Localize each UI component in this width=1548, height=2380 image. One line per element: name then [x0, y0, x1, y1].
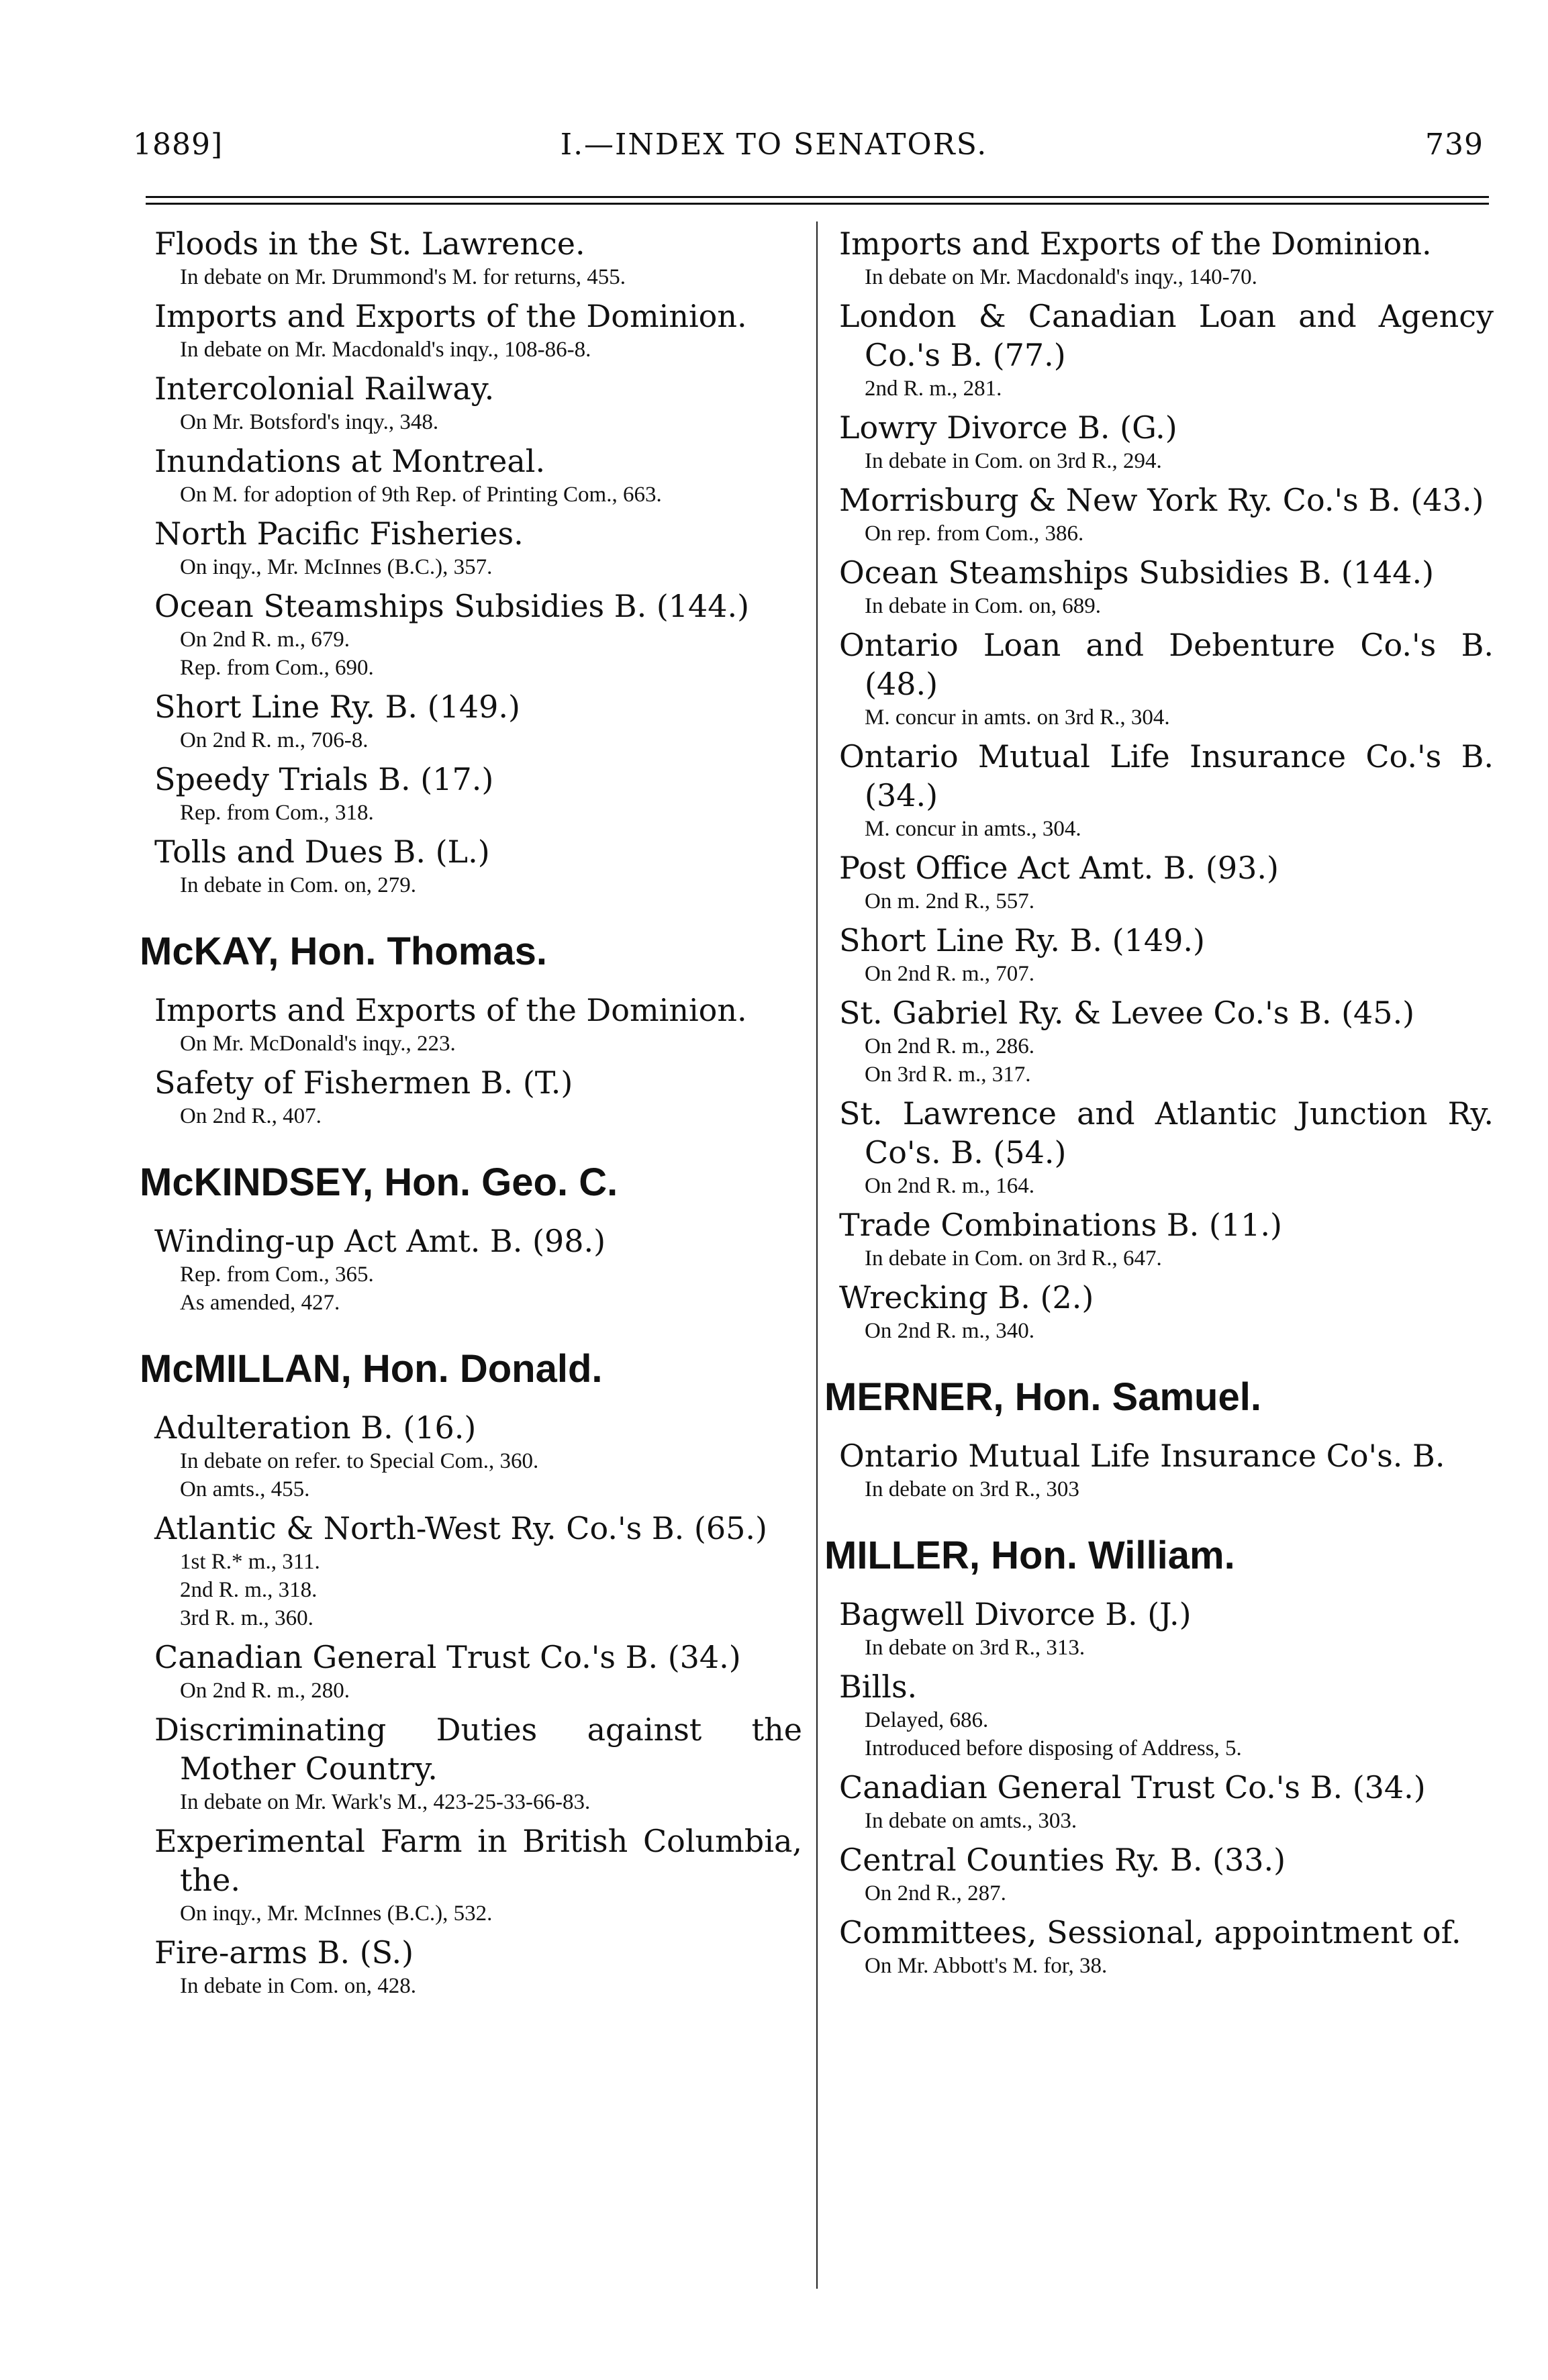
index-entry [839, 1667, 1494, 1763]
index-entry [154, 1063, 802, 1130]
entry-reference: Introduced before disposing of Address, 5. [865, 1736, 1242, 1761]
senator-name: McKAY, Hon. Thomas. [140, 930, 547, 973]
index-entry [154, 760, 802, 827]
header-year: 1889] [133, 128, 224, 162]
entry-reference: On 2nd R. m., 707. [865, 962, 1035, 986]
entry-reference: In debate in Com. on, 428. [180, 1974, 416, 1998]
entry-reference: As amended, 427. [180, 1291, 340, 1315]
entry-reference: On Mr. Botsford's inqy., 348. [180, 410, 439, 434]
entry-title: Short Line Ry. B. (149.) [154, 689, 520, 725]
entry-title: Bills. [839, 1669, 918, 1705]
senator-name: MILLER, Hon. William. [824, 1534, 1235, 1577]
entry-title: Experimental Farm in British Columbia, the. [154, 1823, 802, 1898]
index-entry [839, 921, 1494, 988]
index-entry [154, 991, 802, 1058]
entry-reference: Rep. from Com., 318. [180, 801, 374, 825]
entry-reference: 1st R.* m., 311. [180, 1550, 320, 1574]
entry-title: Winding-up Act Amt. B. (98.) [154, 1223, 606, 1259]
entry-reference: In debate on 3rd R., 313. [865, 1636, 1085, 1660]
entry-reference: In debate in Com. on, 279. [180, 873, 416, 897]
entry-title: Tolls and Dues B. (L.) [154, 834, 490, 870]
entry-reference: In debate on amts., 303. [865, 1809, 1077, 1833]
entry-reference: On 2nd R., 407. [180, 1104, 322, 1128]
entry-reference: On 2nd R., 287. [865, 1881, 1006, 1905]
index-entry [839, 626, 1494, 732]
index-entry [154, 1408, 802, 1503]
entry-reference: On 2nd R. m., 280. [180, 1679, 350, 1703]
entry-reference: On M. for adoption of 9th Rep. of Printing Com., 663. [180, 483, 662, 507]
entry-reference: In debate on Mr. Drummond's M. for returns, 455. [180, 265, 626, 289]
entry-title: Canadian General Trust Co.'s B. (34.) [154, 1639, 741, 1675]
index-entry [154, 687, 802, 754]
entry-reference: On inqy., Mr. McInnes (B.C.), 532. [180, 1901, 493, 1926]
left-column [140, 224, 802, 2005]
index-entry [154, 1822, 802, 1928]
index-entry [154, 369, 802, 436]
index-entry [839, 993, 1494, 1089]
index-entry [839, 1436, 1494, 1503]
entry-title: Lowry Divorce B. (G.) [839, 409, 1177, 446]
entry-reference: On amts., 455. [180, 1477, 310, 1501]
index-entry [154, 297, 802, 364]
senator-name: MERNER, Hon. Samuel. [824, 1375, 1261, 1419]
page-header [0, 0, 1548, 201]
entry-reference: In debate on refer. to Special Com., 360. [180, 1449, 539, 1473]
index-entry [839, 481, 1494, 548]
index-entry [154, 1710, 802, 1816]
index-entry [154, 1222, 802, 1317]
header-rule-top [146, 196, 1489, 198]
entry-reference: On 2nd R. m., 164. [865, 1174, 1035, 1198]
index-entry [839, 408, 1494, 475]
entry-reference: On inqy., Mr. McInnes (B.C.), 357. [180, 555, 493, 579]
entry-title: Intercolonial Railway. [154, 370, 495, 407]
column-divider [816, 221, 818, 2289]
entry-title: Bagwell Divorce B. (J.) [839, 1596, 1192, 1632]
entry-title: Atlantic & North-West Ry. Co.'s B. (65.) [154, 1510, 767, 1546]
entry-reference: In debate on 3rd R., 303 [865, 1477, 1079, 1501]
entry-reference: On 3rd R. m., 317. [865, 1062, 1031, 1087]
senator-name: McMILLAN, Hon. Donald. [140, 1347, 603, 1391]
entry-title: Wrecking B. (2.) [839, 1279, 1094, 1316]
index-entry [839, 1840, 1494, 1907]
entry-reference: In debate in Com. on 3rd R., 294. [865, 449, 1162, 473]
entry-title: Canadian General Trust Co.'s B. (34.) [839, 1769, 1426, 1805]
index-entry [154, 587, 802, 682]
entry-title: Inundations at Montreal. [154, 443, 546, 479]
index-entry [839, 297, 1494, 403]
entry-title: Central Counties Ry. B. (33.) [839, 1842, 1286, 1878]
entry-title: Ocean Steamships Subsidies B. (144.) [839, 554, 1435, 591]
index-entry [839, 1768, 1494, 1835]
entry-title: Ontario Mutual Life Insurance Co.'s B. (34.) [839, 738, 1494, 813]
entry-reference: 3rd R. m., 360. [180, 1606, 313, 1630]
index-entry [839, 848, 1494, 915]
entry-reference: 2nd R. m., 318. [180, 1578, 318, 1602]
index-entry [154, 1933, 802, 2000]
index-entry [839, 1278, 1494, 1345]
index-entry [154, 1638, 802, 1705]
index-entry [154, 832, 802, 899]
page-number: 739 [1425, 128, 1484, 162]
index-entry [154, 1509, 802, 1632]
entry-reference: M. concur in amts., 304. [865, 817, 1081, 841]
entry-title: Floods in the St. Lawrence. [154, 226, 585, 262]
entry-reference: Rep. from Com., 690. [180, 656, 374, 680]
entry-reference: Rep. from Com., 365. [180, 1262, 374, 1287]
index-entry [839, 1094, 1494, 1200]
entry-title: Imports and Exports of the Dominion. [839, 226, 1432, 262]
header-rule-bottom [146, 203, 1489, 205]
entry-reference: On rep. from Com., 386. [865, 522, 1084, 546]
entry-title: Imports and Exports of the Dominion. [154, 992, 747, 1028]
entry-reference: In debate on Mr. Macdonald's inqy., 140-70. [865, 265, 1257, 289]
entry-reference: M. concur in amts. on 3rd R., 304. [865, 705, 1170, 730]
entry-title: North Pacific Fisheries. [154, 515, 524, 552]
index-entry [839, 224, 1494, 291]
entry-title: St. Gabriel Ry. & Levee Co.'s B. (45.) [839, 995, 1415, 1031]
entry-title: Fire-arms B. (S.) [154, 1934, 414, 1971]
entry-title: Ontario Loan and Debenture Co.'s B. (48.) [839, 627, 1494, 702]
entry-title: Trade Combinations B. (11.) [839, 1207, 1282, 1243]
entry-title: Ontario Mutual Life Insurance Co's. B. [839, 1438, 1445, 1474]
index-entry [154, 514, 802, 581]
entry-title: Discriminating Duties against the Mother Country. [154, 1712, 802, 1787]
entry-reference: Delayed, 686. [865, 1708, 989, 1732]
entry-title: Ocean Steamships Subsidies B. (144.) [154, 588, 750, 624]
entry-reference: On 2nd R. m., 286. [865, 1034, 1035, 1058]
index-entry [154, 224, 802, 291]
index-entry [839, 1913, 1494, 1980]
index-entry [839, 1205, 1494, 1273]
entry-reference: On 2nd R. m., 679. [180, 628, 350, 652]
entry-reference: On 2nd R. m., 706-8. [180, 728, 369, 752]
index-entry [839, 1595, 1494, 1662]
entry-reference: In debate on Mr. Wark's M., 423-25-33-66-83. [180, 1790, 591, 1814]
entry-title: London & Canadian Loan and Agency Co.'s B. (77.) [839, 298, 1494, 373]
entry-title: Short Line Ry. B. (149.) [839, 922, 1205, 958]
entry-reference: On Mr. McDonald's inqy., 223. [180, 1032, 456, 1056]
entry-reference: In debate on Mr. Macdonald's inqy., 108-86-8. [180, 338, 591, 362]
entry-title: St. Lawrence and Atlantic Junction Ry. Co's. B. (54.) [839, 1095, 1494, 1171]
header-title: I.—INDEX TO SENATORS. [560, 128, 988, 162]
entry-reference: 2nd R. m., 281. [865, 377, 1002, 401]
entry-reference: In debate in Com. on 3rd R., 647. [865, 1246, 1162, 1271]
entry-title: Safety of Fishermen B. (T.) [154, 1064, 573, 1101]
index-entry [154, 442, 802, 509]
entry-title: Post Office Act Amt. B. (93.) [839, 850, 1279, 886]
index-entry [839, 553, 1494, 620]
right-column [824, 224, 1494, 1985]
senator-name: McKINDSEY, Hon. Geo. C. [140, 1160, 618, 1204]
entry-reference: In debate in Com. on, 689. [865, 594, 1101, 618]
entry-title: Imports and Exports of the Dominion. [154, 298, 747, 334]
entry-title: Morrisburg & New York Ry. Co.'s B. (43.) [839, 482, 1484, 518]
entry-title: Adulteration B. (16.) [154, 1409, 477, 1446]
entry-title: Speedy Trials B. (17.) [154, 761, 494, 797]
entry-reference: On m. 2nd R., 557. [865, 889, 1035, 913]
entry-reference: On Mr. Abbott's M. for, 38. [865, 1954, 1108, 1978]
entry-reference: On 2nd R. m., 340. [865, 1319, 1035, 1343]
index-entry [839, 737, 1494, 843]
entry-title: Committees, Sessional, appointment of. [839, 1914, 1461, 1950]
